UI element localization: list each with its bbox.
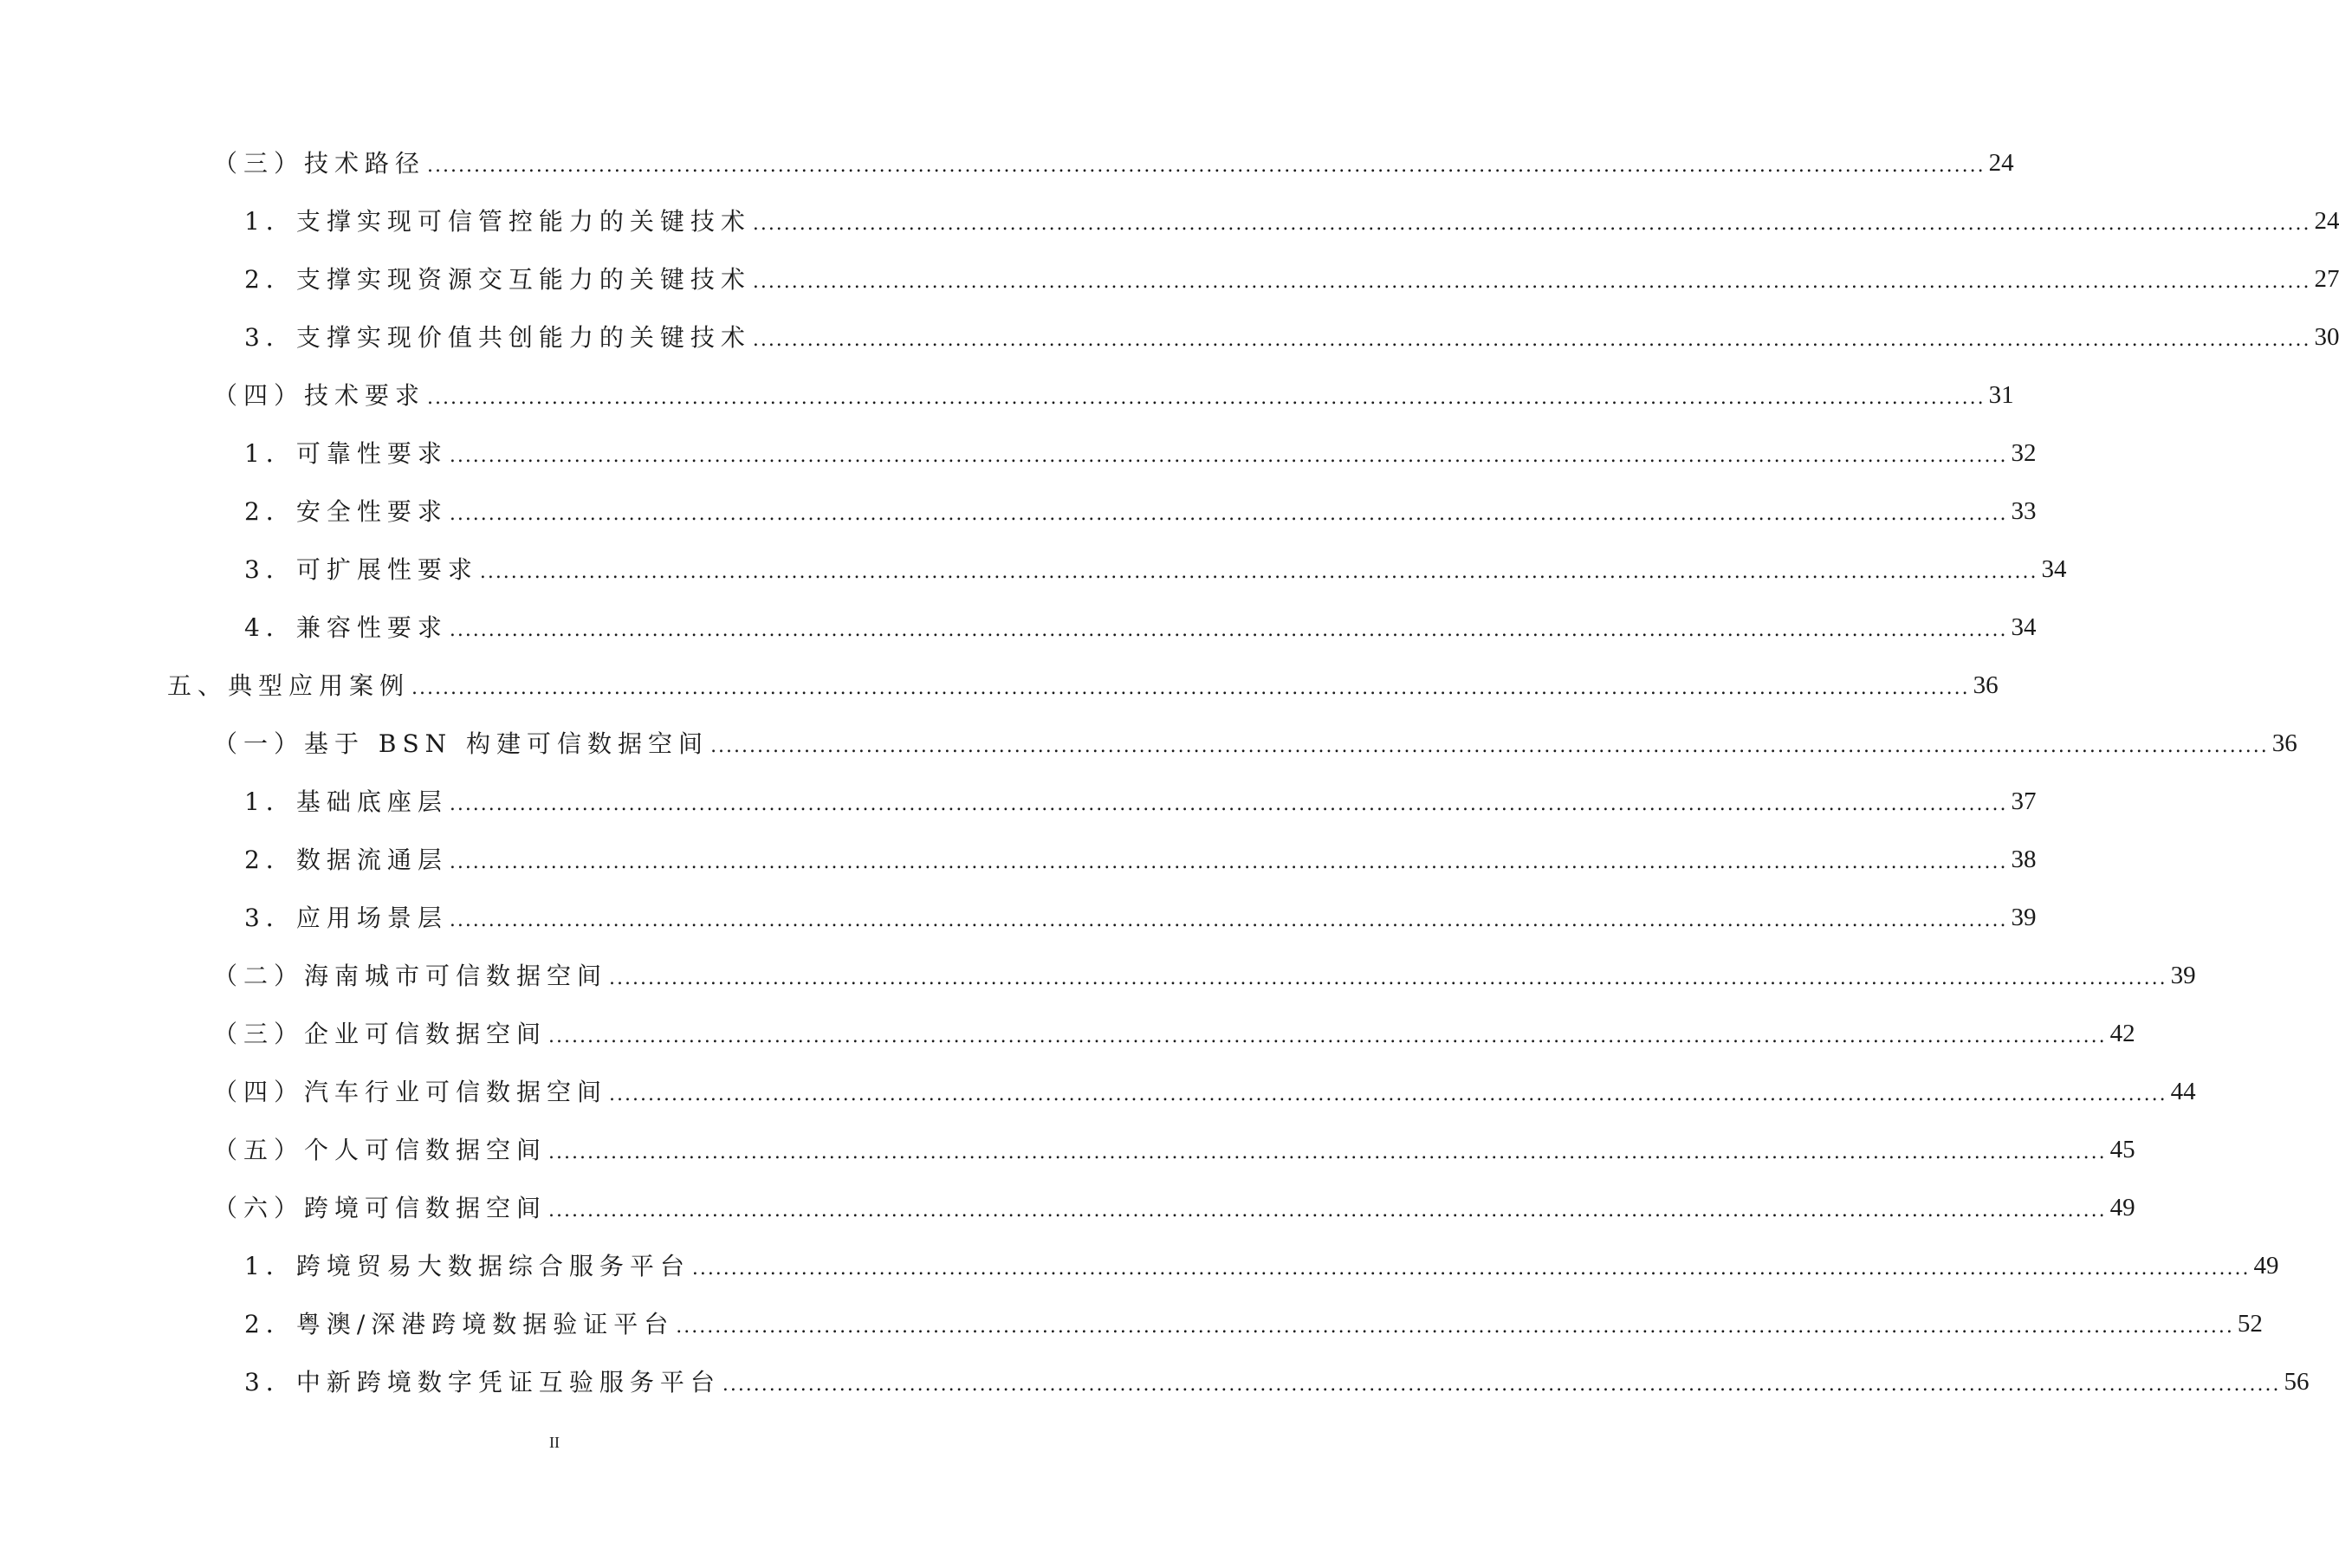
toc-entry[interactable]	[0, 366, 2014, 424]
toc-entry[interactable]	[0, 599, 2037, 657]
toc-entry[interactable]	[0, 889, 2037, 947]
toc-leader-dots: ........................................................................................................................................................................................................	[609, 968, 2167, 989]
toc-entry[interactable]	[0, 483, 2037, 541]
toc-entry-title: 2．数据流通层	[244, 846, 448, 874]
toc-entry-title: 五、典型应用案例	[167, 671, 411, 700]
toc-leader-dots: ........................................................................................................................................................................................................	[479, 561, 2038, 583]
toc-entry-title: 2．粤澳/深港跨境数据验证平台	[244, 1310, 675, 1338]
toc-entry-page: 34	[2041, 555, 2067, 583]
toc-entry-title: 1．基础底座层	[244, 787, 448, 816]
toc-entry[interactable]	[0, 1353, 2310, 1411]
toc-entry-page: 39	[2170, 962, 2196, 989]
toc-entry-title: 1．可靠性要求	[244, 439, 448, 468]
toc-entry-title: （一）基于 BSN 构建可信数据空间	[213, 729, 709, 758]
toc-entry-title: （四）技术要求	[213, 381, 426, 410]
toc-entry[interactable]	[0, 1005, 2135, 1063]
toc-entry-page: 56	[2284, 1368, 2310, 1396]
toc-leader-dots: ........................................................................................................................................................................................................	[449, 445, 2008, 467]
toc-entry-title: 1．支撑实现可信管控能力的关键技术	[244, 207, 751, 236]
toc-entry[interactable]	[0, 1121, 2135, 1179]
toc-entry-page: 49	[2253, 1252, 2279, 1280]
toc-entry-page: 24	[2314, 207, 2339, 235]
toc-entry-title: 2．支撑实现资源交互能力的关键技术	[244, 265, 751, 294]
toc-entry[interactable]	[0, 541, 2067, 599]
toc-entry-page: 27	[2314, 265, 2339, 293]
toc-entry-page: 42	[2109, 1020, 2135, 1047]
toc-entry-title: 3．支撑实现价值共创能力的关键技术	[244, 323, 751, 352]
toc-entry[interactable]	[0, 424, 2037, 483]
toc-leader-dots: ........................................................................................................................................................................................................	[548, 1026, 2107, 1047]
toc-entry-title: 2．安全性要求	[244, 497, 448, 526]
toc-entry-page: 32	[2011, 439, 2037, 467]
toc-entry-title: 3．中新跨境数字凭证互验服务平台	[244, 1368, 721, 1396]
toc-entry-title: 3．应用场景层	[244, 904, 448, 932]
toc-leader-dots: ........................................................................................................................................................................................................	[427, 387, 1986, 409]
toc-entry-title: 3．可扩展性要求	[244, 555, 478, 584]
toc-entry-page: 31	[1988, 381, 2014, 409]
toc-entry-title: 1．跨境贸易大数据综合服务平台	[244, 1252, 690, 1280]
toc-leader-dots: ........................................................................................................................................................................................................	[411, 677, 1970, 699]
toc-entry-page: 30	[2314, 323, 2339, 351]
toc-entry[interactable]	[0, 1295, 2263, 1353]
toc-entry[interactable]	[0, 250, 2339, 308]
toc-entry-title: （四）汽车行业可信数据空间	[213, 1078, 608, 1106]
toc-entry[interactable]	[0, 1063, 2196, 1121]
toc-entry-page: 45	[2109, 1136, 2135, 1163]
toc-leader-dots: ........................................................................................................................................................................................................	[449, 503, 2008, 525]
toc-entry-page: 36	[1973, 671, 1999, 699]
page-number-footer: II	[549, 1434, 560, 1451]
toc-entry-title: （二）海南城市可信数据空间	[213, 962, 608, 990]
toc-leader-dots: ........................................................................................................................................................................................................	[752, 329, 2311, 351]
toc-entry[interactable]	[0, 192, 2339, 250]
toc-leader-dots: ........................................................................................................................................................................................................	[722, 1374, 2281, 1396]
toc-entry-page: 49	[2109, 1194, 2135, 1221]
toc-leader-dots: ........................................................................................................................................................................................................	[449, 794, 2008, 815]
toc-entry-page: 52	[2237, 1310, 2263, 1338]
toc-leader-dots: ........................................................................................................................................................................................................	[752, 271, 2311, 293]
toc-entry[interactable]	[0, 1237, 2279, 1295]
toc-entry-title: （五）个人可信数据空间	[213, 1136, 547, 1164]
toc-entry-page: 44	[2170, 1078, 2196, 1105]
toc-leader-dots: ........................................................................................................................................................................................................	[548, 1200, 2107, 1221]
toc-leader-dots: ........................................................................................................................................................................................................	[427, 155, 1986, 177]
toc-entry[interactable]	[0, 947, 2196, 1005]
toc-entry[interactable]	[0, 773, 2037, 831]
toc-leader-dots: ........................................................................................................................................................................................................	[710, 735, 2269, 757]
table-of-contents	[0, 134, 2339, 1411]
toc-entry[interactable]	[0, 657, 1999, 715]
toc-leader-dots: ........................................................................................................................................................................................................	[752, 213, 2311, 235]
toc-entry[interactable]	[0, 831, 2037, 889]
toc-entry[interactable]	[0, 1179, 2135, 1237]
toc-entry[interactable]	[0, 715, 2297, 773]
toc-entry-page: 33	[2011, 497, 2037, 525]
toc-entry-title: （三）技术路径	[213, 149, 426, 178]
toc-entry-page: 36	[2271, 729, 2297, 757]
toc-entry-page: 37	[2011, 787, 2037, 815]
toc-entry-page: 34	[2011, 613, 2037, 641]
toc-entry-page: 38	[2011, 846, 2037, 873]
toc-leader-dots: ........................................................................................................................................................................................................	[691, 1258, 2251, 1280]
toc-entry[interactable]	[0, 308, 2339, 366]
toc-entry-page: 24	[1988, 149, 2014, 177]
toc-entry-page: 39	[2011, 904, 2037, 931]
toc-leader-dots: ........................................................................................................................................................................................................	[449, 852, 2008, 873]
toc-leader-dots: ........................................................................................................................................................................................................	[609, 1084, 2167, 1105]
toc-entry[interactable]	[0, 134, 2014, 192]
toc-entry-title: （三）企业可信数据空间	[213, 1020, 547, 1048]
toc-entry-title: （六）跨境可信数据空间	[213, 1194, 547, 1222]
toc-leader-dots: ........................................................................................................................................................................................................	[676, 1316, 2234, 1338]
toc-entry-title: 4．兼容性要求	[244, 613, 448, 642]
toc-leader-dots: ........................................................................................................................................................................................................	[449, 619, 2008, 641]
toc-leader-dots: ........................................................................................................................................................................................................	[548, 1142, 2107, 1163]
toc-leader-dots: ........................................................................................................................................................................................................	[449, 910, 2008, 931]
